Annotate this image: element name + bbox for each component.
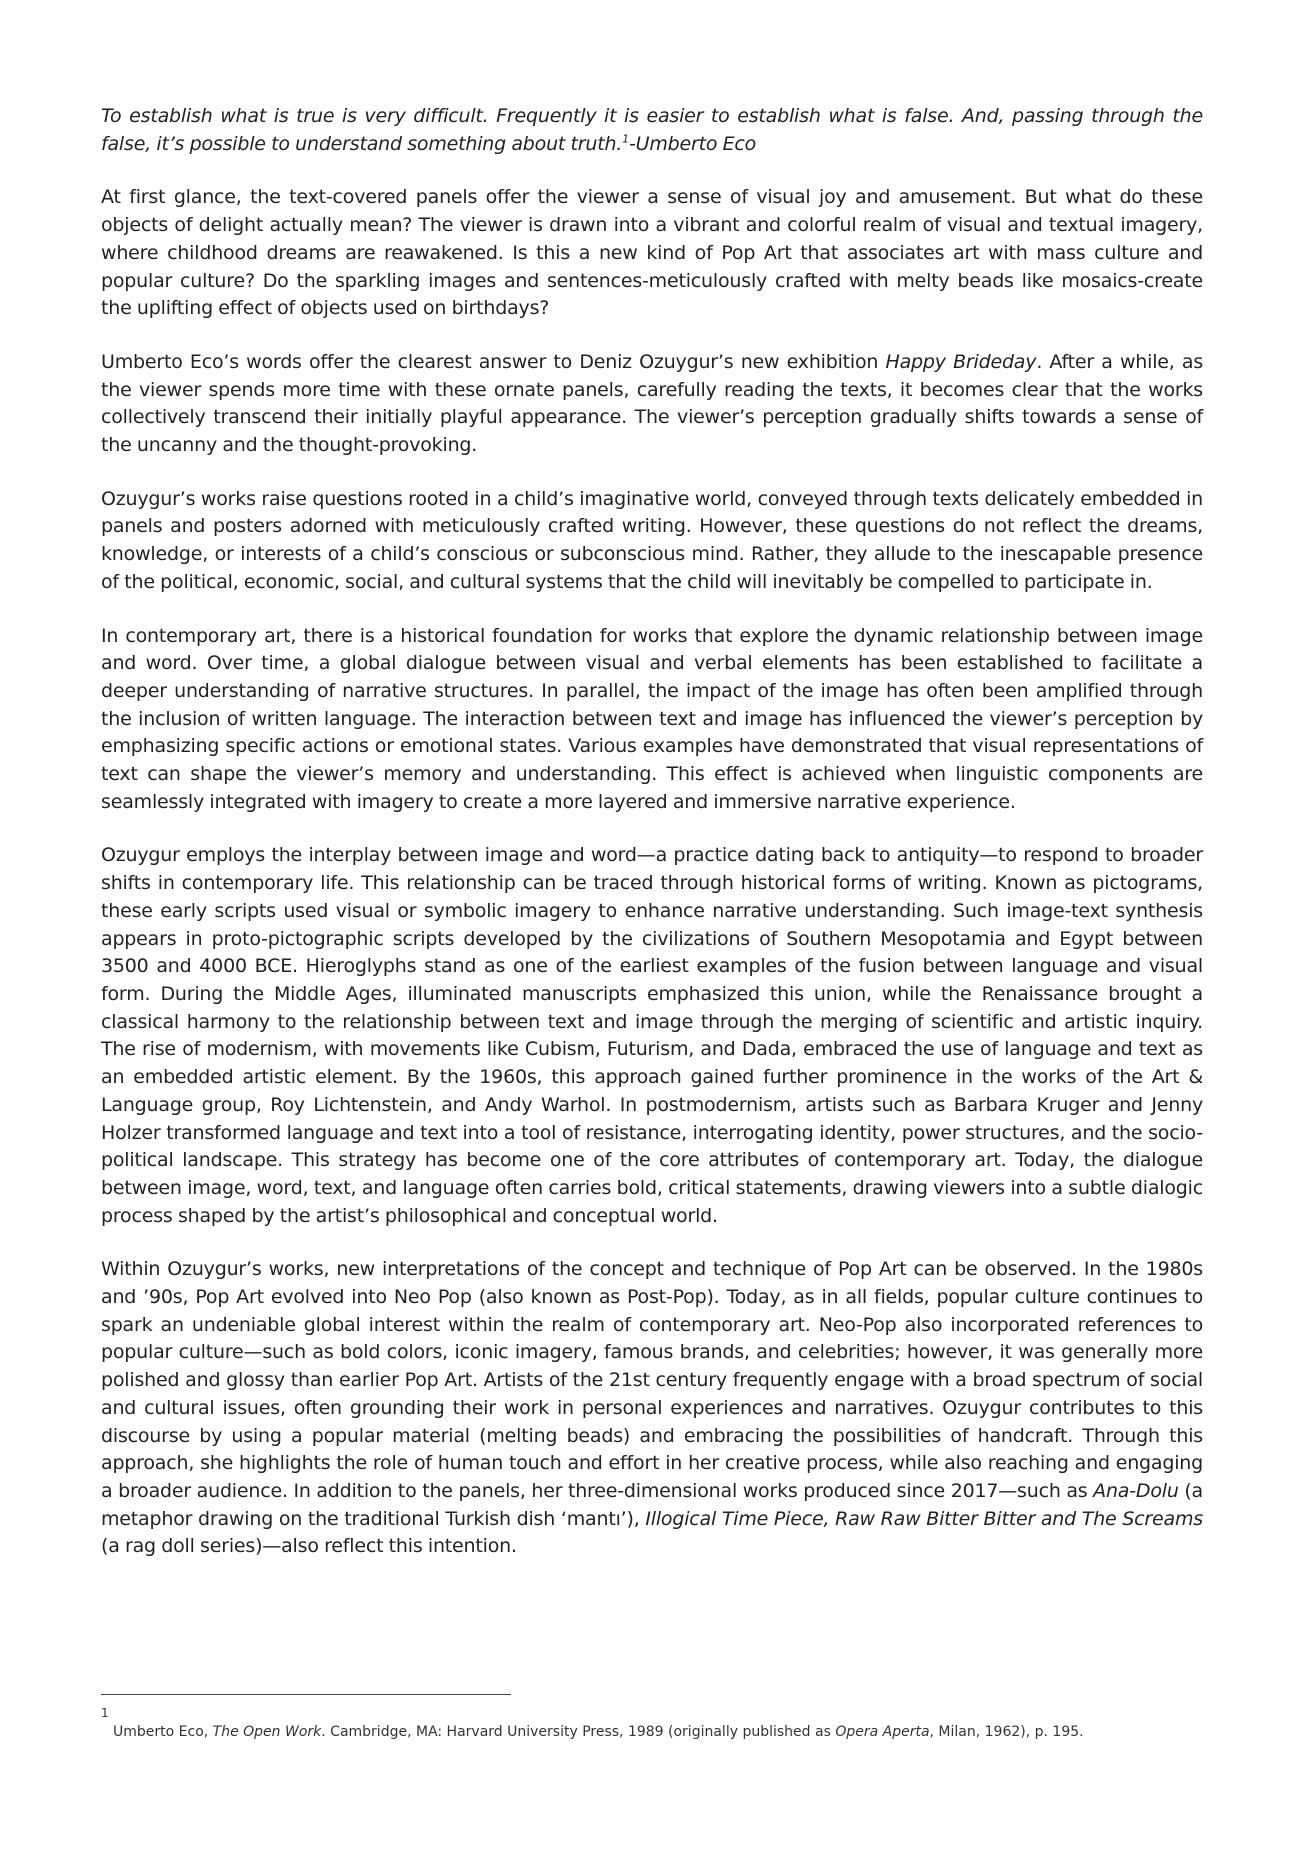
paragraph-exhibition bbox=[101, 349, 1203, 460]
paragraph-image-word: In contemporary art, there is a historical foundation for works that explore the dynamic relationship between image and word. Over time, a global dialogue between visual and verbal elements has been established to facilitate a deeper understanding of narrative structures. In parallel, the impact of the image has often been amplified through the inclusion of written language. The interaction between text and image has influenced the viewer’s perception by emphasizing specific actions or emotional states. Various examples have demonstrated that visual representations of text can shape the viewer’s memory and understanding. This effect is achieved when linguistic components are seamlessly integrated with imagery to create a more layered and immersive narrative experience. bbox=[101, 624, 1203, 813]
paragraph-child-world: Ozuygur’s works raise questions rooted in a child’s imaginative world, conveyed through texts delicately embedded in panels and posters adorned with meticulously crafted writing. However, these questions do not reflect the dreams, knowledge, or interests of a child’s conscious or subconscious mind. Rather, they allude to the inescapable presence of the political, economic, social, and cultural systems that the child will inevitably be compelled to participate in. bbox=[101, 487, 1203, 593]
paragraph-neo-pop-text-c: (a rag doll series)—also reflect this intention. bbox=[101, 1535, 517, 1558]
footnote-ref[interactable]: 1 bbox=[622, 132, 629, 146]
footnote bbox=[101, 1706, 1201, 1742]
footnote-publication: . Cambridge, MA: Harvard University Press, 1989 (originally published as bbox=[321, 1724, 836, 1740]
paragraph-intro: At first glance, the text-covered panels offer the viewer a sense of visual joy and amusement. But what do these objects of delight actually mean? The viewer is drawn into a vibrant and colorful realm of visual and textual imagery, where childhood dreams are reawakened. Is this a new kind of Pop Art that associates art with mass culture and popular culture? Do the sparkling images and sentences-meticulously crafted with melty beads like mosaics-create the uplifting effect of objects used on birthdays? bbox=[101, 186, 1203, 320]
work-title-ana-dolu: Ana-Dolu bbox=[1093, 1479, 1179, 1502]
paragraph-neo-pop-text-b: (a metaphor drawing on the traditional Turkish dish ‘mantı’), bbox=[101, 1479, 1203, 1530]
footnote-original-title: Opera Aperta bbox=[835, 1724, 930, 1740]
exhibition-title: Happy Brideday bbox=[885, 350, 1037, 373]
epigraph bbox=[101, 103, 1203, 158]
paragraph-neo-pop bbox=[101, 1256, 1203, 1561]
footnote-divider bbox=[101, 1694, 511, 1695]
footnote-author: Umberto Eco, bbox=[113, 1724, 213, 1740]
footnote-book-title: The Open Work bbox=[212, 1724, 322, 1740]
paragraph-history: Ozuygur employs the interplay between image and word—a practice dating back to antiquity—to respond to broader shifts in contemporary life. This relationship can be traced through historical forms of writing. Known as pictograms, these early scripts used visual or symbolic imagery to enhance narrative understanding. Such image-text synthesis appears in proto-pictographic scripts developed by the civilizations of Southern Mesopotamia and Egypt between 3500 and 4000 BCE. Hieroglyphs stand as one of the earliest examples of the fusion between language and visual form. During the Middle Ages, illuminated manuscripts emphasized this union, while the Renaissance brought a classical harmony to the relationship between text and image through the merging of scientific and artistic inquiry. The rise of modernism, with movements like Cubism, Futurism, and Dada, embraced the use of language and text as an embedded artistic element. By the 1960s, this approach gained further prominence in the works of the Art & Language group, Roy Lichtenstein, and Andy Warhol. In postmodernism, artists such as Barbara Kruger and Jenny Holzer transformed language and text into a tool of resistance, interrogating identity, power structures, and the socio-political landscape. This strategy has become one of the core attributes of contemporary art. Today, the dialogue between image, word, text, and language often carries bold, critical statements, drawing viewers into a subtle dialogic process shaped by the artist’s philosophical and conceptual world. bbox=[101, 844, 1203, 1227]
footnote-text bbox=[101, 1722, 1201, 1742]
document-body bbox=[101, 103, 1203, 1587]
epigraph-attribution: -Umberto Eco bbox=[628, 132, 757, 155]
work-titles-3d: Illogical Time Piece, Raw Raw Bitter Bitter and The Screams bbox=[645, 1507, 1203, 1530]
paragraph-exhibition-text-b: . After a while, as the viewer spends more time with these ornate panels, carefully reading the texts, it becomes clear that the works collectively transcend their initially playful appearance. The viewer’s perception gradually shifts towards a sense of the uncanny and the thought-provoking. bbox=[101, 350, 1204, 457]
paragraph-neo-pop-text-a: Within Ozuygur’s works, new interpretations of the concept and technique of Pop Art can be observed. In the 1980s and ’90s, Pop Art evolved into Neo Pop (also known as Post-Pop). Today, as in all fields, popular culture continues to spark an undeniable global interest within the realm of contemporary art. Neo-Pop also incorporated references to popular culture—such as bold colors, iconic imagery, famous brands, and celebrities; however, it was generally more polished and glossy than earlier Pop Art. Artists of the 21st century frequently engage with a broad spectrum of social and cultural issues, often grounding their work in personal experiences and narratives. Ozuygur contributes to this discourse by using a popular material (melting beads) and embracing the possibilities of handcraft. Through this approach, she highlights the role of human touch and effort in her creative process, while also reaching and engaging a broader audience. In addition to the panels, her three-dimensional works produced since 2017—such as bbox=[101, 1258, 1203, 1502]
footnote-page: , Milan, 1962), p. 195. bbox=[929, 1724, 1084, 1740]
footnote-number: 1 bbox=[101, 1706, 109, 1720]
paragraph-exhibition-text-a: Umberto Eco’s words offer the clearest answer to Deniz Ozuygur’s new exhibition bbox=[101, 350, 886, 373]
epigraph-text: To establish what is true is very difficult. Frequently it is easier to establish what is false. And, passing through the false, it’s possible to understand something about truth. bbox=[101, 105, 1203, 155]
